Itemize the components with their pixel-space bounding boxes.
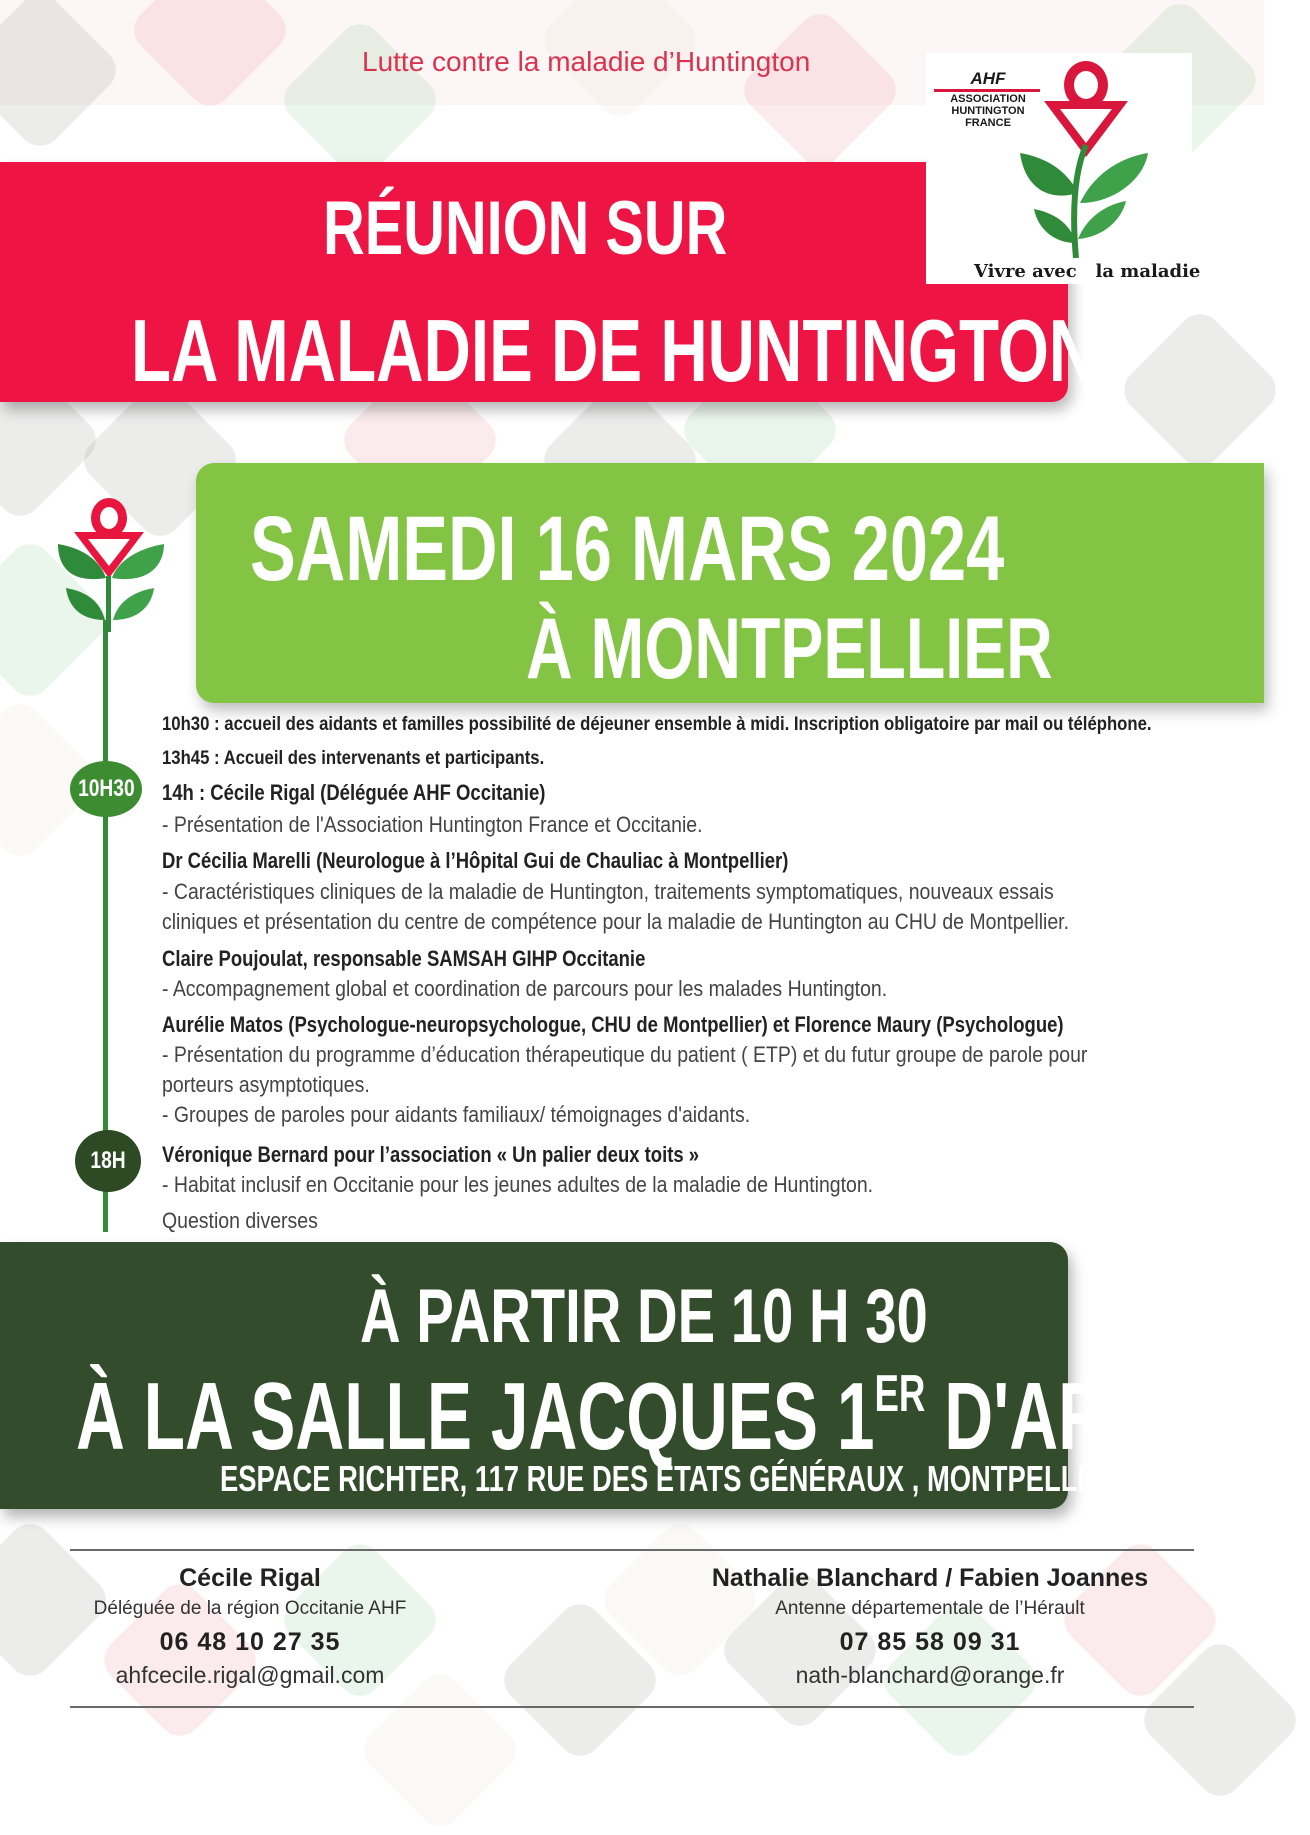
time-badge-1030-label: 10H30 — [77, 775, 135, 802]
contact-card-left — [40, 1564, 460, 1692]
ahf-flower-icon — [56, 492, 166, 632]
logo-tagline — [974, 261, 1200, 282]
program-speaker-1: 14h : Cécile Rigal (Déléguée AHF Occitanie) — [162, 780, 546, 805]
contact-email[interactable]: ahfcecile.rigal@gmail.com — [115, 1662, 385, 1688]
venue-address: ESPACE RICHTER, 117 RUE DES ÉTATS GÉNÉRAUX , MONTPELLIER — [220, 1458, 1124, 1499]
event-date: SAMEDI 16 MARS 2024 — [250, 498, 1005, 600]
footer-divider-bottom — [70, 1706, 1194, 1708]
contact-phone[interactable]: 07 85 58 09 31 — [839, 1628, 1021, 1656]
program-line-speakers-welcome: 13h45 : Accueil des intervenants et participants. — [162, 748, 545, 769]
logo-acronym: AHF — [970, 69, 1006, 88]
program-line-welcome: 10h30 : accueil des aidants et familles possibilité de déjeuner ensemble à midi. Inscription obligatoire par mail ou téléphone. — [162, 714, 1152, 735]
contact-name: Nathalie Blanchard / Fabien Joannes — [711, 1564, 1149, 1592]
ahf-flower-logo-icon — [1014, 53, 1164, 278]
program-speaker-4-text-2: porteurs asymptotiques. — [162, 1072, 370, 1097]
program-speaker-3-text: - Accompagnement global et coordination de parcours pour les malades Huntington. — [162, 976, 888, 1001]
contact-role: Antenne départementale de l’Hérault — [775, 1598, 1085, 1619]
logo-subtitle-line2: HUNTINGTON — [951, 105, 1025, 117]
venue-hall-suffix: D'ARAGON — [925, 1363, 1310, 1470]
venue-hall-superscript: ER — [874, 1365, 926, 1423]
venue-hall — [76, 1362, 1310, 1472]
title-line1: RÉUNION SUR — [323, 186, 728, 271]
program-speaker-5: Véronique Bernard pour l’association « Un palier deux toits » — [162, 1142, 700, 1167]
program-speaker-2-text-2: cliniques et présentation du centre de compétence pour la maladie de Huntington au CHU de Montpellier. — [162, 909, 1070, 934]
program-closing: Question diverses — [162, 1208, 318, 1233]
time-badge-1030 — [70, 761, 142, 817]
program-speaker-1-text: - Présentation de l'Association Huntington France et Occitanie. — [162, 812, 703, 837]
contact-email[interactable]: nath-blanchard@orange.fr — [795, 1662, 1065, 1688]
contact-card-right — [690, 1564, 1170, 1692]
program-speaker-3: Claire Poujoulat, responsable SAMSAH GIHP Occitanie — [162, 946, 646, 971]
footer-divider-top — [70, 1549, 1194, 1551]
program-speaker-2-text-1: - Caractéristiques cliniques de la maladie de Huntington, traitements symptomatiques, nouveaux essais — [162, 879, 1054, 904]
logo-subtitle-line1: ASSOCIATION — [950, 93, 1026, 105]
venue-hall-prefix: À LA SALLE JACQUES 1 — [76, 1363, 875, 1470]
program-speaker-5-text: - Habitat inclusif en Occitanie pour les jeunes adultes de la maladie de Huntington. — [162, 1172, 874, 1197]
logo-tagline-part1: Vivre avec — [974, 261, 1077, 282]
program-speaker-4: Aurélie Matos (Psychologue-neuropsychologue, CHU de Montpellier) et Florence Maury (Psychologue) — [162, 1012, 1064, 1037]
program-speaker-4-text-1: - Présentation du programme d’éducation thérapeutique du patient ( ETP) et du futur groupe de parole pour — [162, 1042, 1088, 1067]
contact-phone[interactable]: 06 48 10 27 35 — [159, 1628, 341, 1656]
logo-tagline-part2: la maladie — [1095, 261, 1201, 282]
time-badge-18h — [75, 1130, 141, 1192]
contact-name: Cécile Rigal — [179, 1564, 321, 1592]
venue-start-time: À PARTIR DE 10 H 30 — [360, 1274, 928, 1359]
program-speaker-4-text-3: - Groupes de paroles pour aidants familiaux/ témoignages d'aidants. — [162, 1102, 751, 1127]
tagline: Lutte contre la maladie d’Huntington — [362, 46, 811, 77]
program-speaker-2: Dr Cécilia Marelli (Neurologue à l’Hôpital Gui de Chauliac à Montpellier) — [162, 848, 789, 873]
time-badge-18h-label: 18H — [90, 1147, 126, 1174]
title-line2: LA MALADIE DE HUNTINGTON — [131, 301, 1097, 400]
event-city: À MONTPELLIER — [526, 601, 1053, 697]
contact-role: Déléguée de la région Occitanie AHF — [93, 1598, 407, 1619]
logo-subtitle-line3: FRANCE — [965, 117, 1011, 129]
ahf-logo — [926, 53, 1201, 284]
